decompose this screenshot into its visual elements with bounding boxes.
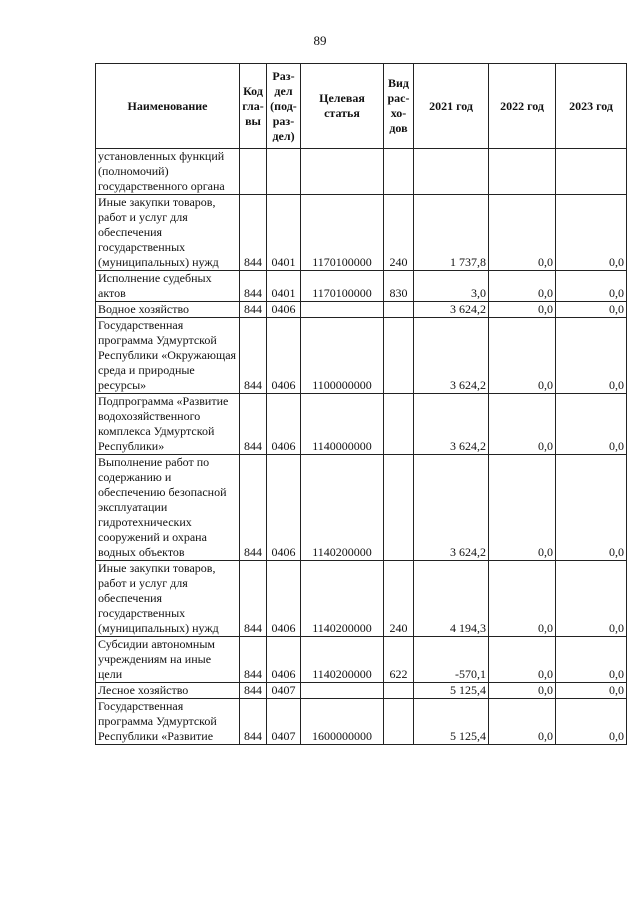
row-2021: 4 194,3 (414, 561, 489, 637)
row-name: Государственная программа Удмуртской Республики «Развитие (96, 699, 240, 745)
budget-table (95, 63, 627, 745)
row-2022: 0,0 (489, 271, 556, 302)
row-expense-type: 830 (384, 271, 414, 302)
row-expense-type (384, 683, 414, 699)
row-name: Иные закупки товаров, работ и услуг для обеспечения государственных (муниципальных) нужд (96, 195, 240, 271)
row-2023: 0,0 (556, 394, 627, 455)
col-header-section: Раз-дел (под-раз-дел) (267, 64, 301, 149)
row-2021: 3 624,2 (414, 455, 489, 561)
row-expense-type (384, 699, 414, 745)
row-section: 0406 (267, 561, 301, 637)
table-row (96, 271, 627, 302)
row-expense-type: 240 (384, 195, 414, 271)
row-expense-type (384, 149, 414, 195)
row-chapter: 844 (240, 394, 267, 455)
row-target: 1140200000 (301, 455, 384, 561)
row-target (301, 683, 384, 699)
row-target: 1140200000 (301, 561, 384, 637)
row-expense-type: 240 (384, 561, 414, 637)
table-row (96, 699, 627, 745)
row-section: 0406 (267, 637, 301, 683)
row-expense-type (384, 302, 414, 318)
row-chapter: 844 (240, 302, 267, 318)
row-expense-type: 622 (384, 637, 414, 683)
row-section: 0401 (267, 271, 301, 302)
row-2021: -570,1 (414, 637, 489, 683)
row-name: Подпрограмма «Развитие водохозяйственного комплекса Удмуртской Республики» (96, 394, 240, 455)
row-2022 (489, 149, 556, 195)
row-expense-type (384, 394, 414, 455)
table-row (96, 394, 627, 455)
row-section: 0406 (267, 318, 301, 394)
row-2022: 0,0 (489, 394, 556, 455)
row-target (301, 149, 384, 195)
row-chapter (240, 149, 267, 195)
row-target: 1140000000 (301, 394, 384, 455)
row-target: 1600000000 (301, 699, 384, 745)
table-row (96, 318, 627, 394)
row-section: 0401 (267, 195, 301, 271)
row-2021: 5 125,4 (414, 699, 489, 745)
table-row (96, 455, 627, 561)
col-header-2023: 2023 год (556, 64, 627, 149)
row-section: 0406 (267, 302, 301, 318)
row-section: 0407 (267, 683, 301, 699)
row-2022: 0,0 (489, 683, 556, 699)
row-name: Иные закупки товаров, работ и услуг для обеспечения государственных (муниципальных) нужд (96, 561, 240, 637)
col-header-expense-type: Вид рас-хо-дов (384, 64, 414, 149)
row-expense-type (384, 455, 414, 561)
col-header-name: Наименование (96, 64, 240, 149)
row-2021: 3 624,2 (414, 394, 489, 455)
row-section: 0406 (267, 394, 301, 455)
row-chapter: 844 (240, 318, 267, 394)
row-2021: 3 624,2 (414, 302, 489, 318)
row-2021 (414, 149, 489, 195)
row-2022: 0,0 (489, 455, 556, 561)
row-2021: 3 624,2 (414, 318, 489, 394)
row-2022: 0,0 (489, 302, 556, 318)
row-target: 1140200000 (301, 637, 384, 683)
row-2021: 1 737,8 (414, 195, 489, 271)
row-2023 (556, 149, 627, 195)
row-2023: 0,0 (556, 318, 627, 394)
row-2022: 0,0 (489, 318, 556, 394)
row-2022: 0,0 (489, 195, 556, 271)
row-2023: 0,0 (556, 455, 627, 561)
table-row (96, 195, 627, 271)
row-chapter: 844 (240, 699, 267, 745)
row-2022: 0,0 (489, 637, 556, 683)
row-2023: 0,0 (556, 637, 627, 683)
row-target: 1100000000 (301, 318, 384, 394)
table-row (96, 637, 627, 683)
table-row (96, 149, 627, 195)
row-chapter: 844 (240, 683, 267, 699)
table-row (96, 561, 627, 637)
row-chapter: 844 (240, 271, 267, 302)
row-name: Субсидии автономным учреждениям на иные цели (96, 637, 240, 683)
table-row (96, 683, 627, 699)
row-target: 1170100000 (301, 195, 384, 271)
row-2023: 0,0 (556, 699, 627, 745)
col-header-2022: 2022 год (489, 64, 556, 149)
col-header-chapter: Код гла-вы (240, 64, 267, 149)
row-2023: 0,0 (556, 195, 627, 271)
col-header-2021: 2021 год (414, 64, 489, 149)
row-chapter: 844 (240, 637, 267, 683)
row-name: Выполнение работ по содержанию и обеспечению безопасной эксплуатации гидротехнических сооружений и охрана водных объектов (96, 455, 240, 561)
row-chapter: 844 (240, 455, 267, 561)
row-chapter: 844 (240, 561, 267, 637)
row-name: Лесное хозяйство (96, 683, 240, 699)
row-section: 0407 (267, 699, 301, 745)
row-name: установленных функций (полномочий) государственного органа (96, 149, 240, 195)
row-target: 1170100000 (301, 271, 384, 302)
row-chapter: 844 (240, 195, 267, 271)
page-number: 89 (313, 33, 327, 48)
row-2022: 0,0 (489, 699, 556, 745)
row-expense-type (384, 318, 414, 394)
row-name: Исполнение судебных актов (96, 271, 240, 302)
row-2023: 0,0 (556, 683, 627, 699)
table-row (96, 302, 627, 318)
row-2023: 0,0 (556, 561, 627, 637)
row-section: 0406 (267, 455, 301, 561)
row-2023: 0,0 (556, 271, 627, 302)
row-name: Государственная программа Удмуртской Республики «Окружающая среда и природные ресурсы» (96, 318, 240, 394)
row-2021: 3,0 (414, 271, 489, 302)
row-target (301, 302, 384, 318)
row-2022: 0,0 (489, 561, 556, 637)
row-name: Водное хозяйство (96, 302, 240, 318)
row-2023: 0,0 (556, 302, 627, 318)
header-row (96, 64, 627, 149)
row-2021: 5 125,4 (414, 683, 489, 699)
row-section (267, 149, 301, 195)
col-header-target: Целевая статья (301, 64, 384, 149)
